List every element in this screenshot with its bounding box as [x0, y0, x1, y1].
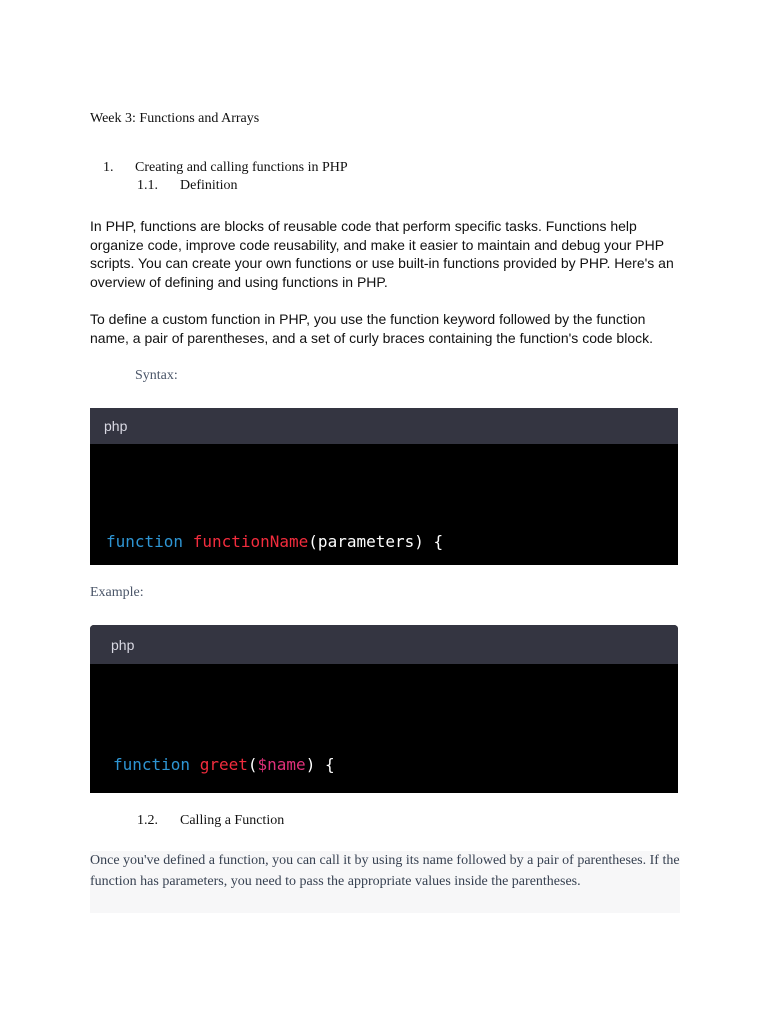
outline-text: Creating and calling functions in PHP — [135, 160, 348, 175]
example-code-block — [90, 625, 678, 793]
outline-number: 1.1. — [137, 178, 158, 193]
code-paren: ( — [247, 755, 258, 774]
code-keyword: function — [113, 755, 191, 774]
define-paragraph: To define a custom function in PHP, you use the function keyword followed by the function name, a pair of parentheses, and a set of curly braces containing the function's code block. — [90, 311, 654, 346]
outline-item-1-1 — [137, 178, 238, 194]
calling-paragraph: Once you've defined a function, you can call it by using its name followed by a pair of parentheses. If the function has parameters, you need to pass the appropriate values inside the parentheses. — [90, 851, 680, 913]
code-language-label: php — [90, 625, 678, 664]
code-line — [106, 527, 678, 556]
code-keyword: function — [106, 532, 184, 551]
outline-number: 1. — [103, 160, 114, 175]
code-content — [90, 444, 678, 565]
outline-item-1 — [103, 160, 348, 176]
code-params: (parameters) { — [308, 532, 444, 551]
syntax-label: Syntax: — [135, 368, 178, 383]
outline-number: 1.2. — [137, 813, 158, 828]
outline-text: Definition — [180, 178, 238, 193]
syntax-code-block — [90, 408, 678, 565]
code-language-label: php — [90, 408, 678, 444]
outline-item-1-2 — [137, 813, 284, 829]
code-function-name: functionName — [192, 532, 309, 551]
intro-paragraph: In PHP, functions are blocks of reusable code that perform specific tasks. Functions help organize code, improve code reusability, and make it easier to maintain and debug your PHP scripts. You can create your own functions or use built-in functions provided by PHP. Here's an overview of defining and using functions in PHP. — [90, 218, 674, 290]
outline-text: Calling a Function — [180, 813, 285, 828]
code-content — [90, 664, 678, 793]
code-paren: ) { — [305, 755, 335, 774]
code-variable: $name — [257, 755, 306, 774]
code-line — [113, 750, 678, 781]
example-label: Example: — [90, 585, 144, 600]
code-function-name: greet — [199, 755, 248, 774]
page-heading: Week 3: Functions and Arrays — [90, 111, 260, 126]
